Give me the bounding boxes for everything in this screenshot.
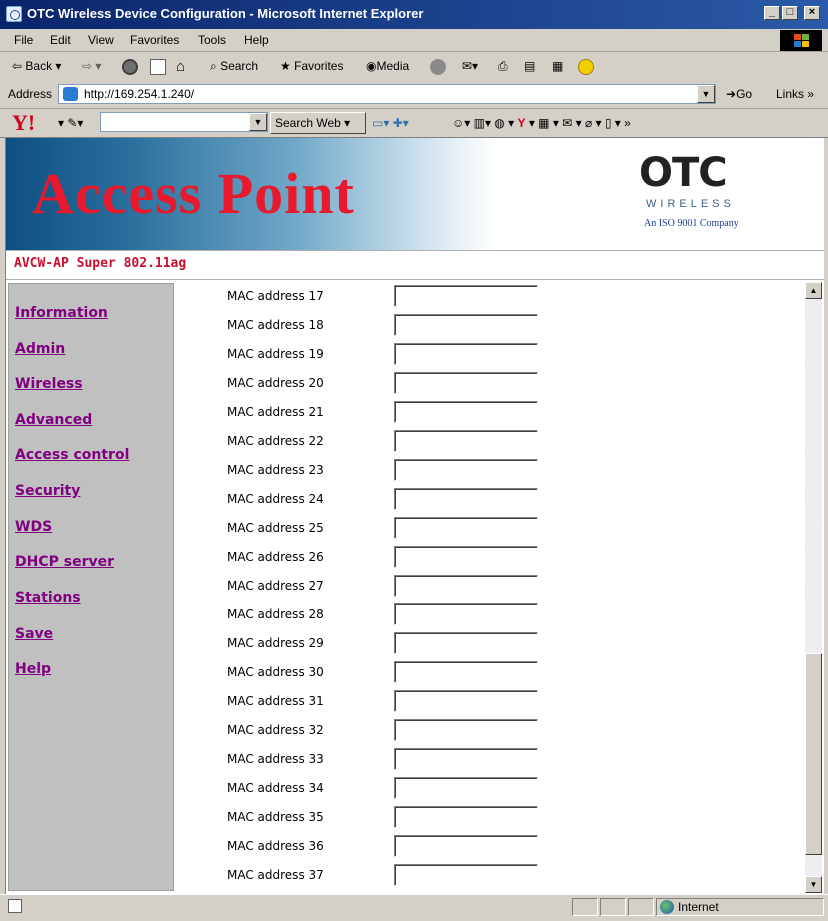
mac-address-label: MAC address 29 xyxy=(227,636,324,650)
nav-stations[interactable]: Stations xyxy=(15,590,81,606)
windows-logo-icon xyxy=(780,30,822,51)
go-label: Go xyxy=(736,87,753,101)
messenger-icon[interactable] xyxy=(578,59,594,75)
discuss-icon[interactable]: ▦ xyxy=(552,59,564,73)
scroll-thumb[interactable] xyxy=(805,653,822,855)
print-icon[interactable]: ⎙ xyxy=(498,59,508,73)
nav-admin[interactable]: Admin xyxy=(15,341,66,357)
sidebar-nav xyxy=(8,283,174,891)
menu-favorites[interactable]: Favorites xyxy=(130,33,180,47)
mac-address-input[interactable] xyxy=(394,459,538,481)
nav-information[interactable]: Information xyxy=(15,305,108,321)
vertical-scrollbar[interactable] xyxy=(805,282,822,893)
search-icon: ⌕ xyxy=(210,59,217,73)
menu-file[interactable]: File xyxy=(14,33,34,47)
yahoo-search-input[interactable] xyxy=(100,112,268,132)
menu-edit[interactable]: Edit xyxy=(50,33,71,47)
favorites-button[interactable] xyxy=(280,59,343,73)
ie-page-icon xyxy=(63,87,78,101)
scroll-up-button[interactable]: ▲ xyxy=(805,282,822,299)
nav-access-control[interactable]: Access control xyxy=(15,447,130,463)
links-button[interactable]: Links » xyxy=(776,87,815,101)
mac-address-input[interactable] xyxy=(394,661,538,683)
mac-address-input[interactable] xyxy=(394,517,538,539)
mac-address-label: MAC address 26 xyxy=(227,550,324,564)
media-icon: ◉ xyxy=(366,59,377,73)
device-bar xyxy=(6,250,824,280)
close-button[interactable]: × xyxy=(804,6,820,20)
nav-save[interactable]: Save xyxy=(15,626,54,642)
media-button[interactable] xyxy=(366,59,409,73)
mac-address-input[interactable] xyxy=(394,546,538,568)
mac-address-label: MAC address 33 xyxy=(227,752,324,766)
mac-address-input[interactable] xyxy=(394,372,538,394)
globe-icon xyxy=(660,900,674,914)
nav-wireless[interactable]: Wireless xyxy=(15,376,83,392)
mac-address-input[interactable] xyxy=(394,285,538,307)
mac-address-input[interactable] xyxy=(394,748,538,770)
device-name: AVCW-AP Super 802.11ag xyxy=(14,256,187,271)
menu-bar xyxy=(0,29,828,52)
window-title: OTC Wireless Device Configuration - Microsoft Internet Explorer xyxy=(27,6,424,21)
home-icon[interactable]: ⌂ xyxy=(176,58,186,75)
yahoo-bookmarks-icon[interactable]: ▭▾ ✚▾ xyxy=(372,116,409,130)
mac-address-label: MAC address 20 xyxy=(227,376,324,390)
mac-address-input[interactable] xyxy=(394,488,538,510)
mac-address-label: MAC address 18 xyxy=(227,318,324,332)
yahoo-menu-icon[interactable]: ▾ ✎▾ xyxy=(58,116,84,130)
mac-address-input[interactable] xyxy=(394,864,538,886)
search-label: Search xyxy=(220,59,259,73)
search-web-button[interactable]: Search Web ▾ xyxy=(270,112,366,134)
go-arrow-icon: ➜ xyxy=(726,87,737,101)
mac-address-input[interactable] xyxy=(394,777,538,799)
mac-address-label: MAC address 23 xyxy=(227,463,324,477)
mac-address-label: MAC address 32 xyxy=(227,723,324,737)
mac-address-input[interactable] xyxy=(394,632,538,654)
stop-icon[interactable] xyxy=(122,59,138,75)
mac-address-label: MAC address 24 xyxy=(227,492,324,506)
mac-address-input[interactable] xyxy=(394,835,538,857)
yahoo-logo[interactable]: Y! xyxy=(12,110,36,135)
mac-address-label: MAC address 17 xyxy=(227,289,324,303)
mac-address-input[interactable] xyxy=(394,314,538,336)
maximize-button[interactable]: □ xyxy=(782,6,798,20)
status-panel xyxy=(628,898,654,916)
otc-tagline: An ISO 9001 Company xyxy=(644,218,739,229)
mac-address-input[interactable] xyxy=(394,690,538,712)
otc-logo-subtitle: WIRELESS xyxy=(646,198,735,210)
address-dropdown-button[interactable]: ▼ xyxy=(697,85,715,103)
mac-address-input[interactable] xyxy=(394,603,538,625)
favorites-icon: ★ xyxy=(280,59,291,73)
minimize-button[interactable]: _ xyxy=(764,6,780,20)
mac-address-label: MAC address 31 xyxy=(227,694,324,708)
back-label: Back xyxy=(25,59,53,73)
menu-help[interactable]: Help xyxy=(244,33,269,47)
go-button[interactable] xyxy=(726,87,752,101)
mac-address-label: MAC address 27 xyxy=(227,579,324,593)
forward-arrow-icon: ⇨ ▾ xyxy=(82,59,102,73)
links-label: Links xyxy=(776,87,805,101)
mac-address-label: MAC address 28 xyxy=(227,607,324,621)
mac-address-label: MAC address 36 xyxy=(227,839,324,853)
security-zone: Internet xyxy=(678,900,719,914)
mac-address-label: MAC address 19 xyxy=(227,347,324,361)
search-button[interactable] xyxy=(210,59,258,74)
nav-wds[interactable]: WDS xyxy=(15,519,53,535)
address-value: http://169.254.1.240/ xyxy=(84,87,195,101)
search-web-label: Search Web xyxy=(275,116,341,130)
history-icon[interactable] xyxy=(430,59,446,75)
mac-address-input[interactable] xyxy=(394,575,538,597)
yahoo-search-dropdown[interactable]: ▼ xyxy=(249,113,267,131)
edit-icon[interactable]: ▤ xyxy=(524,59,536,73)
yahoo-extras-icons[interactable]: ☺▾ ▥▾ ◍ ▾ Y ▾ ▦ ▾ ✉ ▾ ⌀ ▾ ▯ ▾ » xyxy=(452,116,631,130)
nav-help[interactable]: Help xyxy=(15,661,52,677)
mac-address-label: MAC address 21 xyxy=(227,405,324,419)
favorites-label: Favorites xyxy=(294,59,344,73)
mac-address-label: MAC address 22 xyxy=(227,434,324,448)
menu-tools[interactable]: Tools xyxy=(198,33,227,47)
mac-address-label: MAC address 37 xyxy=(227,868,324,882)
back-button[interactable]: ⇦ Back ▾ xyxy=(12,59,62,73)
mac-address-input[interactable] xyxy=(394,343,538,365)
menu-view[interactable]: View xyxy=(88,33,114,47)
address-label: Address xyxy=(8,87,53,101)
page-title: Access Point xyxy=(32,161,355,226)
mac-address-input[interactable] xyxy=(394,401,538,423)
mac-address-label: MAC address 25 xyxy=(227,521,324,535)
back-arrow-icon: ⇦ xyxy=(12,59,23,73)
ie-icon xyxy=(6,6,22,22)
nav-advanced[interactable]: Advanced xyxy=(15,412,93,428)
status-panel xyxy=(600,898,626,916)
otc-logo: OTC xyxy=(639,150,727,196)
nav-security[interactable]: Security xyxy=(15,483,81,499)
page-status-icon xyxy=(8,899,22,913)
mac-address-label: MAC address 34 xyxy=(227,781,324,795)
mac-address-label: MAC address 30 xyxy=(227,665,324,679)
mac-address-input[interactable] xyxy=(394,430,538,452)
scroll-down-button[interactable]: ▼ xyxy=(805,876,822,893)
forward-button[interactable] xyxy=(82,59,101,73)
mac-address-input[interactable] xyxy=(394,806,538,828)
refresh-icon[interactable] xyxy=(150,59,166,75)
mail-icon[interactable]: ✉▾ xyxy=(462,59,479,73)
status-panel xyxy=(572,898,598,916)
mac-address-label: MAC address 35 xyxy=(227,810,324,824)
nav-dhcp-server[interactable]: DHCP server xyxy=(15,554,115,570)
mac-address-input[interactable] xyxy=(394,719,538,741)
media-label: Media xyxy=(376,59,410,73)
